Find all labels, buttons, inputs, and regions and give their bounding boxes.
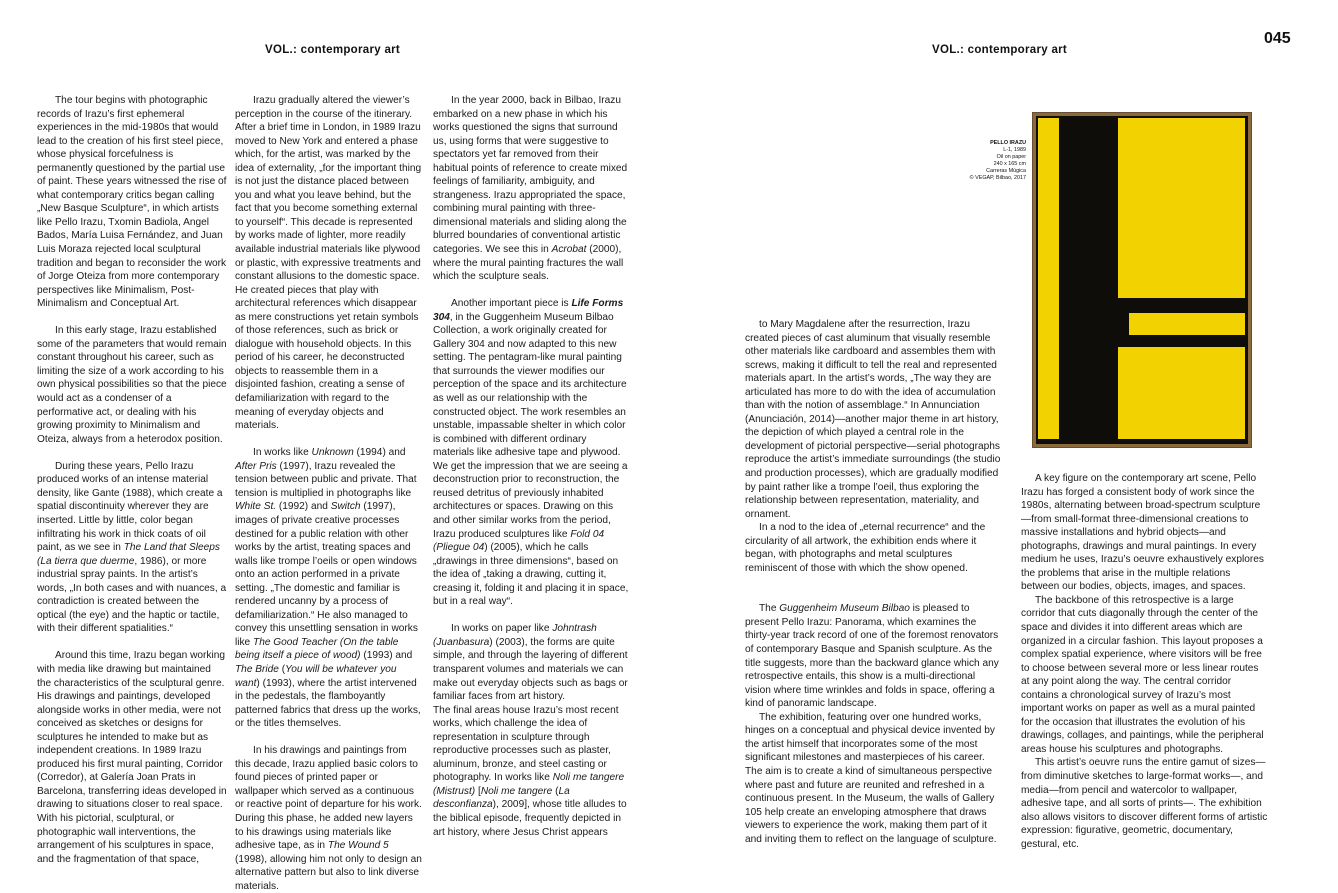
- paragraph: In the year 2000, back in Bilbao, Irazu embarked on a new phase in which his works questioned the signs that surround us, using forms that were suggestive to spectators yet far removed from their habitual points of reference to create mixed feelings of familiarity, ambiguity, and strangeness. Irazu appropriated the space, combining mural painting with three-dimensional materials and sliding along the blurred boundaries of conventional artistic categories. We see this in Acrobat (2000), where the mural painting fractures the wall which the sculpture seals.: [433, 95, 628, 283]
- paragraph: Another important piece is Life Forms 304, in the Guggenheim Museum Bilbao Collection, a work originally created for Gallery 304 and now adapted to this new setting. The pentagram-like mural painting that surrounds the viewer modifies our perception of the space and its architecture as well as our relationship with the constructed object. The work resembles an unstable, impassable shelter in which color is combined with different ordinary materials like adhesive tape and plywood. We get the impression that we are seeing a deconstruction prior to reconstruction, the reused detritus of previously inhabited architectures or spaces. Drawing on this and other similar works from the period, Irazu produced sculptures like Fold 04 (Pliegue 04) (2005), which he calls „drawings in three dimensions“, based on the idea of „taking a drawing, cutting it, creasing it, folding it and placing it in space, but in a real way“.: [433, 298, 629, 608]
- caption-dimensions: 240 x 165 cm: [993, 161, 1026, 167]
- paragraph: to Mary Magdalene after the resurrection, Irazu created pieces of cast aluminum that visually resemble other materials like cardboard and assembles them with screws, making it difficult to tell the real and represented materials apart. In the artist’s words, „The way they are articulated has more to do with the idea of accumulation than with the notion of assemblage.“ In Annunciation (Anunciación, 2014)—another major theme in art history, the depiction of which played a central role in the development of pictorial perspective—serial photographs reproduce the artist’s immediate surroundings (the studio and production processes), which are gradually modified by paint rather like a trompe l’oeil, thus exploring the relationship between representation, materiality, and ornament.: [745, 319, 1001, 520]
- paragraph: The backbone of this retrospective is a large corridor that cuts diagonally through the center of the space and divides it into different areas which are organized in a circular fashion. This layout proposes a complex spatial experience, where visitors will be free to choose between several more or less linear routes at any point along the way. The central corridor contains a chronological survey of Irazu’s most important works on paper as well as a mural painted for the occasion that illustrates the evolution of his drawings, collages, and paintings, while the peripheral areas house his sculptures and photographs.: [1021, 594, 1264, 755]
- artwork-yellow-strip: [1038, 118, 1059, 439]
- text-column-1: [37, 94, 227, 866]
- running-header-right: VOL.: contemporary art: [932, 44, 1068, 56]
- page-number: 045: [1264, 30, 1291, 47]
- paragraph: The Guggenheim Museum Bilbao is pleased to present Pello Irazu: Panorama, which examines the thirty-year track record of one of the foremost renovators of contemporary Basque and Spanish sculpture. As the title suggests, more than the backward glance which any retrospective entails, this show is a multi-directional vision where time wrinkles and folds in space, offering a kind of panoramic landscape.: [745, 603, 999, 710]
- caption-artist: PELLO IRAZU: [990, 140, 1026, 146]
- artwork-image: [1033, 113, 1251, 447]
- artwork-black-notch: [1059, 253, 1075, 287]
- paragraph: In works like Unknown (1994) and After Pris (1997), Irazu revealed the tension between public and private. That tension is multiplied in photographs like White St. (1992) and Switch (1997), images of private creative processes destined for a public relation with other works by the artist, treating spaces and walls like trompe l’oeils or open windows onto an action performed in a private setting. „The domestic and familiar is rendered uncanny by a process of defamiliarization.“ He also managed to convey this unsettling sensation in works like The Good Teacher (On the table being itself a piece of wood) (1993) and The Bride (You will be whatever you want) (1993), where the artist intervened in the pedestals, the flamboyantly patterned fabrics that dress up the works, or the titles themselves.: [235, 447, 421, 730]
- paragraph: The exhibition, featuring over one hundred works, hinges on a conceptual and physical device invented by the artist himself that incorporates some of the most significant milestones and masterpieces of his career. The aim is to create a kind of simultaneous perspective where past and future are reunited and refreshed in a continuous present. In the Museum, the walls of Gallery 105 help create an enveloping atmosphere that draws viewers to experience the work, making them part of it and inviting them to reflect on the language of sculpture.: [745, 711, 997, 845]
- artwork-yellow-panel-top: [1118, 118, 1245, 298]
- paragraph: Around this time, Irazu began working with media like drawing but maintained the characteristics of the sculptural genre. His drawings and paintings, developed alongside works in other media, were not conceived as sketches or designs for sculptures he intended to make but as independent creations. In 1989 Irazu produced his first mural painting, Corridor (Corredor), at Galería Joan Prats in Barcelona, transferring ideas developed in drawing to situations closer to real space. With his pictorial, sculptural, or photographic wall interventions, the arrangement of his sculptures in space, and the fragmentation of that space,: [37, 650, 227, 865]
- paragraph: In his drawings and paintings from this decade, Irazu applied basic colors to found pieces of printed paper or wallpaper which served as a continuous or reactive point of departure for his work. During this phase, he added new layers to his drawings using materials like adhesive tape, as in The Wound 5 (1998), allowing him not only to design an alternative pattern but also to link diverse materials.: [235, 745, 422, 892]
- paragraph: In a nod to the idea of „eternal recurrence“ and the circularity of all artwork, the exhibition ends where it began, with photographs and metal sculptures reminiscent of those with which the show opened.: [745, 522, 986, 574]
- caption-work: L-1, 1989: [1003, 147, 1026, 153]
- paragraph: Irazu gradually altered the viewer’s perception in the course of the itinerary. After a brief time in London, in 1989 Irazu moved to New York and entered a phase which, for the artist, was marked by the idea of externality, „for the important thing is not just the distance placed between you and what you leave behind, but the fact that you become something external to yourself“. This decade is represented by works made of lighter, more readily available industrial materials like plywood or plastic, with expressive treatments and constant allusions to the domestic space. He created pieces that play with architectural references which disappear as mere constructions yet retain symbols of those references, such as brick or dialogue with household objects. In this period of his career, he deconstructed objects to reassemble them in a disjointed fashion, creating a sense of defamiliarization with regard to the meaning of everyday objects and materials.: [235, 95, 422, 432]
- paragraph: In this early stage, Irazu established some of the parameters that would remain constant throughout his career, such as limiting the size of a work according to his own physical possibilities so that the piece would act as a condenser of a performative act, or dealing with his growing proximity to Minimalism and Oteiza, always from a heterodox position.: [37, 325, 227, 445]
- paragraph: This artist’s oeuvre runs the entire gamut of sizes—from diminutive sketches to large-format works—, and media—from pencil and watercolor to wallpaper, adhesive tape, and all sorts of prints—. The exhibition also allows visitors to discover different forms of artistic expression: figurative, geometric, documentary, gestural, etc.: [1021, 757, 1268, 850]
- paragraph: A key figure on the contemporary art scene, Pello Irazu has forged a consistent body of work since the 1980s, alternating between broad-spectrum sculpture—from small-format three-dimensional creations to massive installations and hybrid objects—and photographs, drawings and mural paintings. In every medium he uses, Irazu’s oeuvre exhaustively explores the problems that arise in the multiple relations between our bodies, objects, images, and spaces.: [1021, 473, 1264, 593]
- paragraph: During these years, Pello Irazu produced works of an intense material density, like Gante (1988), which create a spatial discontinuity wherever they are inserted. Little by little, color began infiltrating his work in thick coats of oil paint, as we see in The Land that Sleeps (La tierra que duerme, 1986), or more industrial spray paints. In the artist’s words, „In both cases and with nuances, a contradiction is created between the optical (the eye) and the haptic or tactile, with their different spatialities.“: [37, 460, 227, 635]
- text-column-2: [235, 94, 423, 893]
- text-column-4: [745, 318, 1001, 846]
- artwork-caption: [930, 140, 1026, 182]
- paragraph: The tour begins with photographic records of Irazu’s first ephemeral experiences in the mid-1980s that would lead to the creation of his first steel piece, whose physical forcefulness is permanently questioned by the partial use of paint. These years witnessed the rise of what contemporary critics began calling „New Basque Sculpture“, in which artists like Pello Irazu, Txomin Badiola, Angel Bados, María Luisa Fernández, and Juan Luis Moraza rejected local sculptural tradition and began to reconsider the work of Jorge Oteiza from more contemporary perspectives like Minimalism, Post- Minimalism and Conceptual Art.: [37, 95, 227, 310]
- paragraph: In works on paper like Johntrash (Juanbasura) (2003), the forms are quite simple, and through the layering of different transparent volumes and materials we can make out everyday objects such as bags or familiar faces from art history.: [433, 623, 628, 703]
- artwork-yellow-panel-middle: [1129, 313, 1245, 335]
- caption-medium: Oil on paper: [996, 154, 1026, 160]
- running-header-left: VOL.: contemporary art: [265, 44, 401, 56]
- artwork-yellow-panel-bottom: [1118, 347, 1245, 439]
- caption-collection: Carreras Múgica: [986, 168, 1026, 174]
- text-column-3: [433, 94, 629, 839]
- paragraph: The final areas house Irazu’s most recent works, which challenge the idea of representation in sculpture through reproductive processes such as plaster, aluminum, bronze, and steel casting or photography. In works like Noli me tangere (Mistrust) [Noli me tangere (La desconfianza), 2009], whose title alludes to the biblical episode, frequently depicted in art history, where Jesus Christ appears: [433, 704, 627, 838]
- artwork-painting: [1033, 113, 1251, 447]
- caption-copyright: © VEGAP, Bilbao, 2017: [969, 175, 1026, 181]
- text-column-5: [1021, 472, 1269, 851]
